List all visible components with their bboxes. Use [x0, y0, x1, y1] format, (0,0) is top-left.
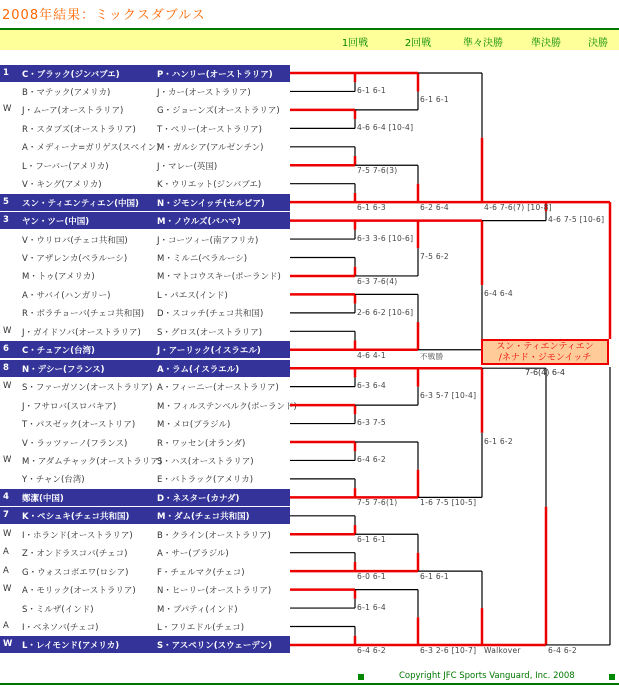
player-2-name: E・バトラック(アメリカ)	[157, 475, 254, 486]
seed-or-entry-mark: W	[3, 325, 12, 336]
champion-box	[481, 339, 609, 365]
match-score: 6-1 6-2	[484, 436, 513, 446]
copyright: Copyright JFC Sports Vanguard, Inc. 2008	[399, 671, 575, 681]
player-1-name: J・ムーア(オーストラリア)	[22, 106, 124, 117]
player-1-name: S・ミルザ(インド)	[22, 604, 94, 615]
player-2-name: R・ワッセン(オランダ)	[157, 438, 246, 449]
match-score: 6-1 6-4	[357, 602, 386, 612]
match-score: 2-6 6-2 [10-6]	[357, 307, 414, 317]
page-title: 2008年結果：ミックスダブルス	[2, 8, 206, 23]
seed-or-entry-mark: W	[3, 639, 13, 650]
seed-or-entry-mark: W	[3, 381, 12, 392]
player-1-name: N・デシー(フランス)	[22, 364, 105, 375]
player-2-name: N・ジモンイッチ(セルビア)	[157, 198, 265, 209]
match-score: 6-0 6-1	[357, 572, 386, 582]
match-score: 6-1 6-1	[357, 86, 386, 96]
player-1-name: A・メディーナ=ガリゲス(スペイン)	[22, 143, 160, 154]
player-2-name: M・ミルニ(ベラルーシ)	[157, 254, 248, 264]
seed-or-entry-mark: 6	[3, 344, 9, 355]
match-score: 6-4 6-2	[357, 455, 386, 465]
player-1-name: K・ペシュキ(チェコ共和国)	[22, 512, 130, 523]
player-2-name: A・フィーニー(オーストラリア)	[157, 383, 279, 394]
player-2-name: F・チェルマク(チェコ)	[157, 567, 245, 578]
player-1-name: V・キング(アメリカ)	[22, 180, 102, 191]
player-2-name: M・ダム(チェコ共和国)	[157, 512, 250, 523]
match-score: 6-1 6-1	[420, 95, 449, 105]
player-1-name: A・モリック(オーストラリア)	[22, 586, 136, 597]
player-2-name: N・ヒーリー(オーストラリア)	[157, 586, 272, 597]
player-1-name: J・ガイドソバ(オーストラリア)	[22, 327, 141, 338]
player-1-name: I・ホランド(オーストラリア)	[22, 530, 133, 541]
player-1-name: S・ファーガソン(オーストラリア)	[22, 383, 153, 394]
match-score: 不戦勝	[420, 351, 444, 361]
player-2-name: M・ブパティ(インド)	[157, 604, 238, 615]
match-score: 6-3 7-6(4)	[357, 276, 398, 286]
match-score: 6-1 6-1	[420, 572, 449, 582]
player-2-name: K・ウリエット(ジンバブエ)	[157, 180, 262, 191]
final-score: 7-6(4) 6-4	[524, 368, 565, 377]
player-2-name: M・ガルシア(アルゼンチン)	[157, 143, 264, 154]
player-2-name: S・アスペリン(スウェーデン)	[157, 641, 273, 652]
player-1-name: A・サバイ(ハンガリー)	[22, 290, 111, 301]
player-1-name: ヤン・ツー(中国)	[22, 217, 90, 228]
player-2-name: B・クライン(オーストラリア)	[157, 530, 271, 541]
player-1-name: R・ボラチョーバ(チェコ共和国)	[22, 309, 145, 320]
player-1-name: T・パスゼック(オーストリア)	[22, 420, 136, 431]
match-score: 6-3 2-6 [10-7]	[420, 645, 477, 655]
match-score: 6-4 6-4	[484, 289, 513, 299]
player-2-name: L・パエス(インド)	[157, 290, 228, 301]
player-2-name: J・カー(オーストラリア)	[157, 87, 251, 98]
seed-or-entry-mark: A	[3, 621, 9, 631]
player-1-name: G・ウォスコボエワ(ロシア)	[22, 567, 129, 578]
seed-or-entry-mark: W	[3, 454, 12, 465]
player-2-name: J・アーリック(イスラエル)	[157, 346, 261, 357]
player-2-name: G・ジョーンズ(オーストラリア)	[157, 106, 280, 117]
player-1-name: J・フサロバ(スロバキア)	[22, 401, 117, 412]
footer-square-icon	[358, 674, 364, 680]
seed-or-entry-mark: W	[3, 104, 12, 115]
match-score: 7-5 7-6(1)	[357, 498, 398, 508]
player-1-name: M・アダムチャック(オーストラリア)	[22, 456, 163, 467]
player-2-name: J・マレー(英国)	[157, 161, 218, 172]
match-score: 4-6 4-1	[357, 350, 386, 360]
seed-or-entry-mark: A	[3, 565, 9, 576]
round-label: 1回戦	[341, 38, 369, 49]
match-score: 7-5 7-6(3)	[357, 166, 398, 176]
player-2-name: L・フリエドル(チェコ)	[157, 623, 245, 633]
champion-line2: /ネナド・ジモンイッチ	[498, 353, 592, 363]
match-score: 4-6 7-5 [10-6]	[548, 215, 605, 225]
player-2-name: M・メロ(ブラジル)	[157, 420, 231, 431]
match-score: 6-1 6-3	[357, 203, 386, 213]
player-1-name: L・フーバー(アメリカ)	[22, 161, 109, 172]
player-1-name: C・ブラック(ジンバブエ)	[22, 69, 120, 80]
seed-or-entry-mark: 7	[3, 510, 9, 521]
player-2-name: M・ノウルズ(バハマ)	[157, 217, 241, 228]
player-2-name: A・ラム(イスラエル)	[157, 364, 240, 375]
player-1-name: M・トゥ(アメリカ)	[22, 272, 95, 283]
seed-or-entry-mark: W	[3, 528, 12, 539]
player-2-name: S・ハス(オーストラリア)	[157, 456, 254, 467]
player-2-name: T・ペリー(オーストラリア)	[157, 124, 262, 135]
player-2-name: D・スコッチ(チェコ共和国)	[157, 309, 264, 320]
champion-line1: スン・ティエンティエン	[496, 342, 594, 352]
player-1-name: C・チュアン(台湾)	[22, 346, 95, 357]
match-score: 6-3 6-4	[357, 381, 386, 391]
player-1-name: V・ウリロバ(チェコ共和国)	[22, 235, 128, 246]
seed-or-entry-mark: 5	[3, 196, 9, 207]
player-2-name: A・サー(ブラジル)	[157, 549, 229, 560]
player-2-name: P・ハンリー(オーストラリア)	[157, 69, 273, 80]
seed-or-entry-mark: W	[3, 584, 12, 595]
player-1-name: Y・チャン(台湾)	[22, 475, 85, 486]
player-1-name: V・アザレンカ(ベラルーシ)	[22, 254, 128, 264]
match-score: 6-3 3-6 [10-6]	[357, 233, 414, 243]
player-1-name: I・ベネソバ(チェコ)	[22, 623, 99, 633]
seed-or-entry-mark: 8	[3, 362, 9, 373]
seed-or-entry-mark: A	[3, 547, 9, 558]
player-2-name: D・ネスター(カナダ)	[157, 493, 240, 504]
match-score: 6-4 6-2	[548, 645, 577, 655]
player-1-name: スン・ティエンティエン(中国)	[22, 198, 139, 209]
player-1-name: L・レイモンド(アメリカ)	[22, 641, 120, 652]
player-2-name: M・マトコウスキー(ポーランド)	[157, 272, 281, 283]
player-2-name: M・フィルステンベルク(ポーランド)	[157, 401, 297, 412]
round-label: 準々決勝	[463, 38, 503, 49]
match-score: 6-3 5-7 [10-4]	[420, 390, 477, 400]
match-score: 4-6 6-4 [10-4]	[357, 123, 414, 133]
player-2-name: S・グロス(オーストラリア)	[157, 327, 263, 338]
seed-or-entry-mark: 1	[3, 67, 9, 78]
match-score: 1-6 7-5 [10-5]	[420, 498, 477, 508]
player-2-name: J・コーツィー(南アフリカ)	[157, 235, 259, 246]
match-score: 7-5 6-2	[420, 252, 449, 262]
player-1-name: R・スタブズ(オーストラリア)	[22, 124, 136, 135]
player-1-name: Z・オンドラスコバ(チェコ)	[22, 549, 128, 560]
round-label: 決勝	[588, 38, 608, 49]
player-1-name: V・ラッツァーノ(フランス)	[22, 438, 128, 449]
match-score: Walkover	[484, 645, 521, 655]
footer-square-icon	[609, 674, 615, 680]
round-label: 準決勝	[531, 38, 561, 49]
match-score: 6-3 7-5	[357, 418, 386, 428]
player-1-name: 鄭潔(中国)	[22, 493, 64, 504]
match-score: 6-4 6-2	[357, 645, 386, 655]
seed-or-entry-mark: 4	[3, 491, 9, 502]
seed-or-entry-mark: 3	[3, 215, 9, 226]
round-label: 2回戦	[404, 38, 432, 49]
match-score: 6-1 6-1	[357, 535, 386, 545]
player-1-name: B・マテック(アメリカ)	[22, 87, 111, 98]
match-score: 6-2 6-4	[420, 203, 449, 213]
match-score: 4-6 7-6(7) [10-8]	[484, 203, 552, 213]
footer-rule	[0, 683, 619, 685]
